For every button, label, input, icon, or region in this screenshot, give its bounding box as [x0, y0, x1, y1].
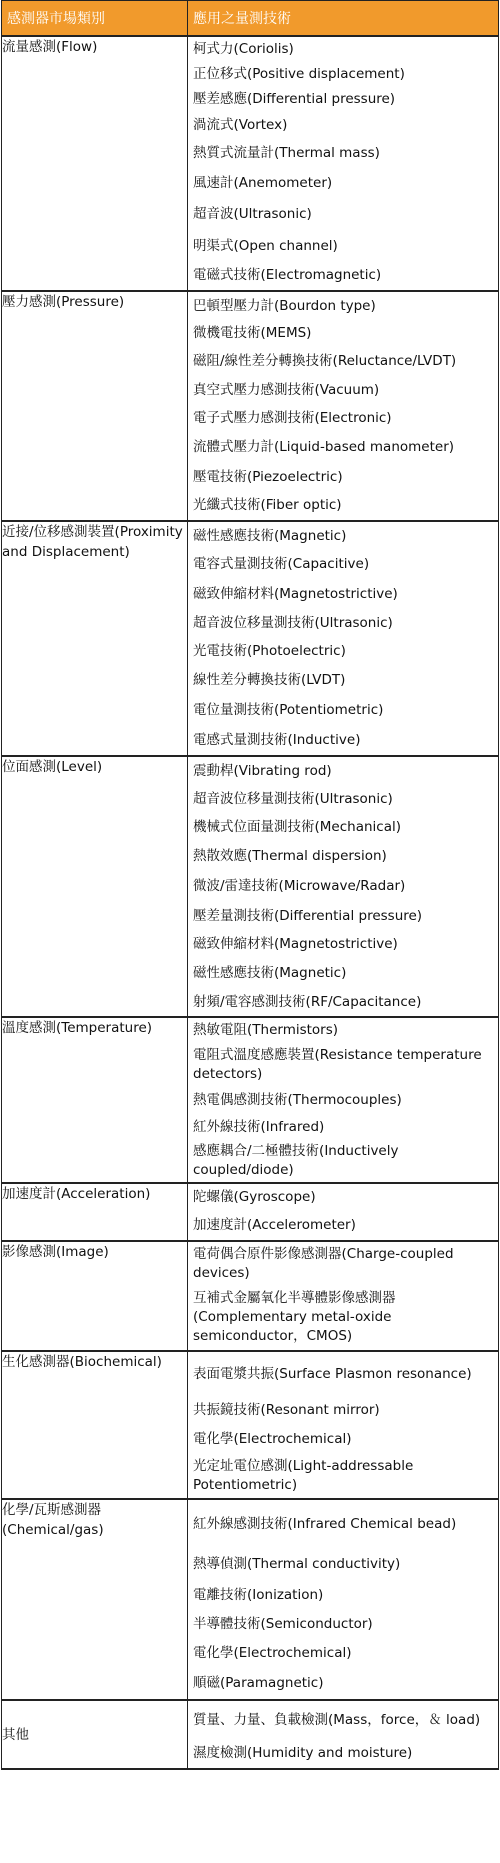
technology-item: 熱質式流量計(Thermal mass) — [193, 144, 380, 161]
technology-item: 加速度計(Accelerometer) — [193, 1217, 356, 1233]
table-row — [2, 1499, 499, 1700]
technology-item: 機械式位面量測技術(Mechanical) — [193, 819, 401, 835]
technology-item: 電位量測技術(Potentiometric) — [193, 701, 384, 718]
header-technology: 應用之量測技術 — [188, 1, 499, 37]
technology-item: 震動桿(Vibrating rod) — [193, 762, 332, 779]
technology-item: 微機電技術(MEMS) — [193, 324, 312, 341]
technology-item: 電荷偶合原件影像感測器(Charge-coupled devices) — [193, 1245, 454, 1281]
technology-cell — [188, 1700, 499, 1769]
technology-item: 壓差感應(Differential pressure) — [193, 91, 396, 107]
technology-item: 電化學(Electrochemical) — [193, 1430, 352, 1447]
technology-item: 流體式壓力計(Liquid-based manometer) — [193, 439, 455, 455]
technology-item: 濕度檢測(Humidity and moisture) — [193, 1745, 413, 1761]
technology-item: 壓電技術(Piezoelectric) — [193, 468, 343, 485]
technology-item: 質量、力量、負載檢測(Mass，force，＆ load) — [193, 1711, 481, 1728]
technology-item: 電子式壓力感測技術(Electronic) — [193, 409, 392, 426]
table-row — [2, 1700, 499, 1769]
technology-item: 順磁(Paramagnetic) — [193, 1675, 324, 1691]
technology-list — [188, 1018, 498, 1182]
technology-cell — [188, 1017, 499, 1183]
technology-item: 磁致伸縮材料(Magnetostrictive) — [193, 585, 398, 602]
technology-list — [188, 522, 498, 755]
table-row — [2, 1351, 499, 1499]
technology-item: 磁性感應技術(Magnetic) — [193, 965, 347, 981]
technology-cell — [188, 1241, 499, 1351]
technology-item: 明渠式(Open channel) — [193, 237, 338, 254]
technology-item: 互補式金屬氧化半導體影像感測器(Complementary metal-oxide semiconductor，CMOS) — [193, 1290, 396, 1344]
technology-item: 渦流式(Vortex) — [193, 116, 288, 133]
technology-item: 光纖式技術(Fiber optic) — [193, 497, 342, 513]
technology-item: 風速計(Anemometer) — [193, 174, 333, 191]
technology-list — [188, 292, 498, 520]
table-row — [2, 756, 499, 1017]
technology-item: 超音波(Ultrasonic) — [193, 206, 312, 222]
technology-item: 電離技術(Ionization) — [193, 1586, 324, 1603]
sensor-category: 壓力感測(Pressure) — [2, 291, 188, 521]
technology-item: 線性差分轉換技術(LVDT) — [193, 672, 346, 688]
header-category: 感測器市場類別 — [2, 1, 188, 37]
sensor-category: 近接/位移感測裝置(Proximity and Displacement) — [2, 521, 188, 756]
technology-item: 微波/雷達技術(Microwave/Radar) — [193, 877, 406, 894]
technology-item: 正位移式(Positive displacement) — [193, 66, 405, 82]
table-row — [2, 1241, 499, 1351]
technology-item: 紅外線感測技術(Infrared Chemical bead) — [193, 1515, 457, 1532]
technology-list — [188, 757, 498, 1016]
technology-item: 電化學(Electrochemical) — [193, 1645, 352, 1661]
technology-list — [188, 1701, 498, 1768]
sensor-category: 流量感測(Flow) — [2, 36, 188, 291]
technology-cell — [188, 36, 499, 291]
technology-item: 紅外線技術(Infrared) — [193, 1118, 325, 1135]
technology-cell — [188, 291, 499, 521]
technology-cell — [188, 1183, 499, 1241]
technology-list — [188, 37, 498, 290]
technology-cell — [188, 756, 499, 1017]
technology-cell — [188, 521, 499, 756]
technology-item: 半導體技術(Semiconductor) — [193, 1615, 373, 1632]
technology-item: 表面電漿共振(Surface Plasmon resonance) — [193, 1365, 472, 1382]
sensor-category: 加速度計(Acceleration) — [2, 1183, 188, 1241]
sensor-category: 其他 — [2, 1700, 188, 1769]
technology-item: 光電技術(Photoelectric) — [193, 643, 346, 659]
technology-item: 磁阻/線性差分轉換技術(Reluctance/LVDT) — [193, 352, 457, 369]
table-header-row — [2, 1, 499, 37]
technology-list — [188, 1184, 498, 1240]
technology-item: 柯式力(Coriolis) — [193, 41, 294, 57]
sensor-category: 生化感測器(Biochemical) — [2, 1351, 188, 1499]
technology-item: 電容式量測技術(Capacitive) — [193, 556, 370, 572]
technology-item: 熱散效應(Thermal dispersion) — [193, 847, 387, 864]
technology-item: 超音波位移量測技術(Ultrasonic) — [193, 614, 393, 631]
technology-item: 磁性感應技術(Magnetic) — [193, 527, 347, 544]
table-row — [2, 36, 499, 291]
technology-list — [188, 1352, 498, 1498]
table-row — [2, 521, 499, 756]
technology-item: 超音波位移量測技術(Ultrasonic) — [193, 790, 393, 807]
technology-cell — [188, 1351, 499, 1499]
technology-item: 熱導偵測(Thermal conductivity) — [193, 1556, 401, 1572]
technology-list — [188, 1242, 498, 1350]
technology-list — [188, 1500, 498, 1699]
technology-item: 電阻式溫度感應裝置(Resistance temperature detectors) — [193, 1046, 482, 1082]
technology-item: 共振鏡技術(Resonant mirror) — [193, 1401, 380, 1418]
technology-item: 壓差量測技術(Differential pressure) — [193, 907, 423, 924]
sensor-category: 影像感測(Image) — [2, 1241, 188, 1351]
technology-cell — [188, 1499, 499, 1700]
sensor-category: 溫度感測(Temperature) — [2, 1017, 188, 1183]
sensor-category: 位面感測(Level) — [2, 756, 188, 1017]
technology-item: 真空式壓力感測技術(Vacuum) — [193, 381, 380, 398]
technology-item: 巴頓型壓力計(Bourdon type) — [193, 297, 376, 314]
table-row — [2, 1183, 499, 1241]
technology-item: 熱敏電阻(Thermistors) — [193, 1022, 339, 1038]
table-row — [2, 291, 499, 521]
technology-item: 磁致伸縮材料(Magnetostrictive) — [193, 936, 398, 952]
technology-item: 射頻/電容感測技術(RF/Capacitance) — [193, 993, 422, 1010]
technology-item: 感應耦合/二極體技術(Inductively coupled/diode) — [193, 1143, 399, 1178]
technology-item: 電感式量測技術(Inductive) — [193, 731, 361, 748]
technology-item: 電磁式技術(Electromagnetic) — [193, 267, 382, 283]
technology-item: 陀螺儀(Gyroscope) — [193, 1189, 316, 1205]
sensor-technology-table — [1, 0, 499, 1770]
table-row — [2, 1017, 499, 1183]
technology-item: 光定址電位感測(Light-addressable Potentiometric) — [193, 1458, 414, 1493]
technology-item: 熱電偶感測技術(Thermocouples) — [193, 1091, 402, 1108]
sensor-category: 化學/瓦斯感測器(Chemical/gas) — [2, 1499, 188, 1700]
